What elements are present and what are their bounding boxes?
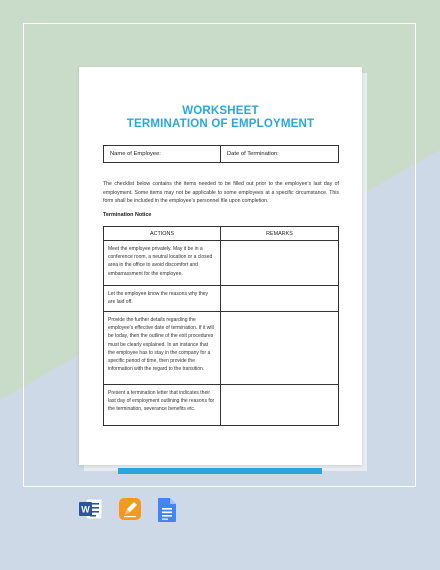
actions-table bbox=[103, 226, 339, 426]
pages-icon[interactable] bbox=[118, 497, 142, 526]
table-header-row bbox=[104, 227, 338, 240]
table-row bbox=[104, 384, 338, 425]
intro-paragraph: The checklist below contains the items needed to be filled out prior to the employee’s last day of employment. Some items may not be applicable to some employees at a specific circumstance. This form shall be included in the employee’s personnel file upon completion. bbox=[103, 181, 339, 205]
action-cell: Present a termination letter that indicates their last day of employment outlining the reasons for the termination, severance benefits etc. bbox=[104, 385, 221, 425]
action-cell: Provide the further details regarding the employee’s effective date of termination. If it will be today, then the outline of the exit procedures must be clearly explained. In an instance that the employee has to stay in the company for a specific period of time, then provide the information with the regard to the transition. bbox=[104, 312, 221, 384]
employee-name-field: Name of Employee: bbox=[104, 146, 221, 162]
employee-info-table bbox=[103, 145, 339, 163]
footer-accent-bar bbox=[118, 468, 322, 474]
doc-title-line1: WORKSHEET bbox=[182, 105, 259, 117]
word-icon[interactable] bbox=[78, 497, 104, 526]
word-icon-label: W bbox=[81, 504, 90, 515]
remark-cell bbox=[221, 241, 338, 285]
actions-header: ACTIONS bbox=[104, 227, 221, 240]
document-page bbox=[79, 67, 362, 465]
google-docs-icon[interactable] bbox=[157, 497, 177, 528]
table-row bbox=[104, 285, 338, 311]
remark-cell bbox=[221, 385, 338, 425]
action-cell: Meet the employee privately. May it be in a conference room, a neutral location or a closed area in the office to avoid discomfort and embarrassment for the employee. bbox=[104, 241, 221, 285]
doc-title-line2: TERMINATION OF EMPLOYMENT bbox=[126, 118, 315, 130]
termination-date-field: Date of Termination: bbox=[227, 151, 279, 157]
action-cell: Let the employee know the reasons why they are laid off. bbox=[104, 286, 221, 311]
table-row bbox=[104, 311, 338, 384]
section-title: Termination Notice bbox=[103, 212, 152, 218]
remarks-header: REMARKS bbox=[266, 230, 293, 237]
remark-cell bbox=[221, 286, 338, 311]
table-row bbox=[104, 240, 338, 285]
remark-cell bbox=[221, 312, 338, 384]
